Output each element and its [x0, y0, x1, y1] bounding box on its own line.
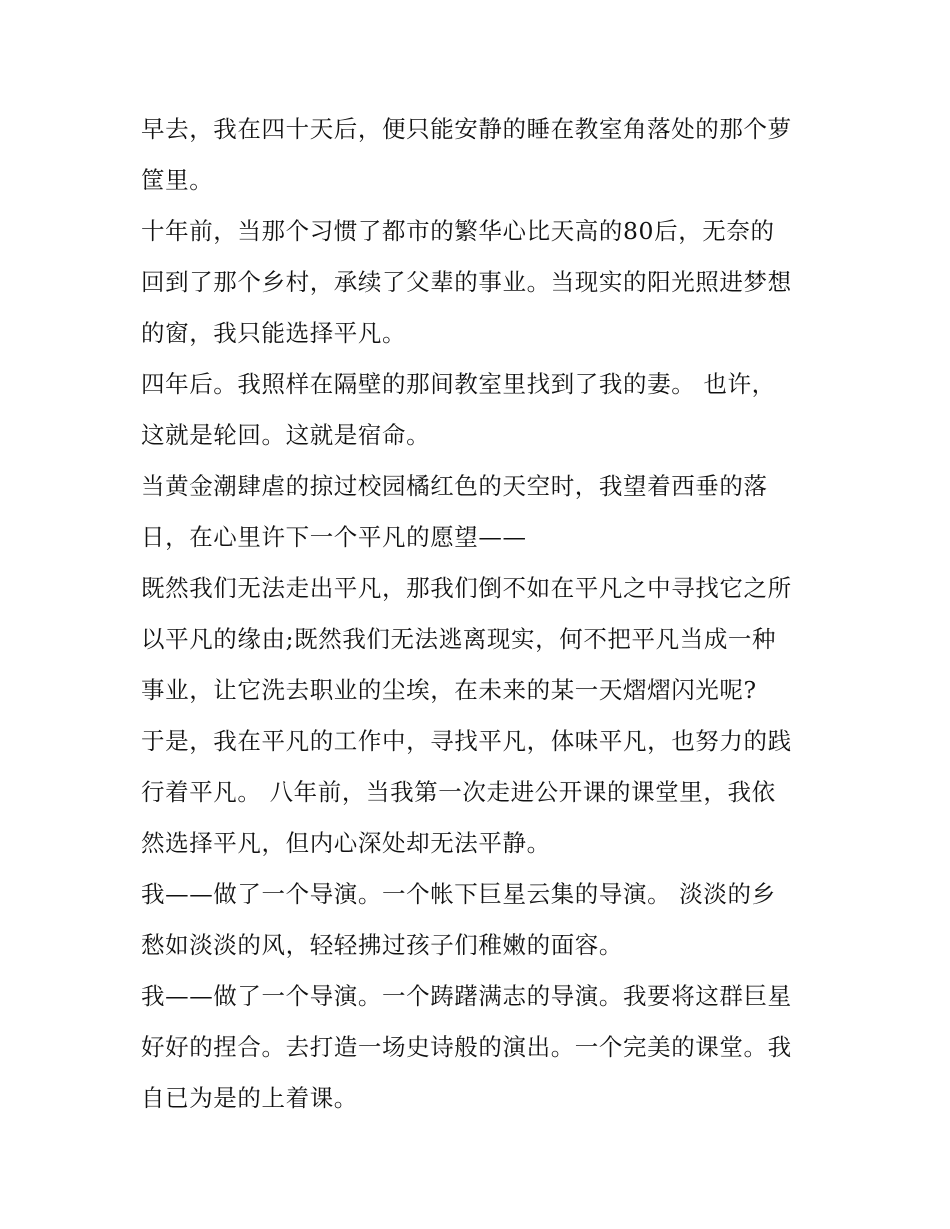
text-line: 行着平凡。 八年前，当我第一次走进公开课的课堂里，我依 — [141, 778, 776, 806]
text-line: 以平凡的缘由;既然我们无法逃离现实，何不把平凡当成一种 — [141, 625, 777, 653]
text-line: 事业，让它洗去职业的尘埃，在未来的某一天熠熠闪光呢? — [141, 676, 757, 704]
text-line: 筐里。 — [141, 166, 214, 194]
text-line: 四年后。我照样在隔壁的那间教室里找到了我的妻。 也许， — [141, 370, 776, 398]
text-line: 我——做了一个导演。一个帐下巨星云集的导演。 淡淡的乡 — [141, 880, 776, 908]
text-line: 于是，我在平凡的工作中，寻找平凡，体味平凡，也努力的践 — [141, 727, 792, 755]
text-line: 既然我们无法走出平凡，那我们倒不如在平凡之中寻找它之所 — [141, 574, 792, 602]
text-line: 的窗，我只能选择平凡。 — [141, 319, 407, 347]
document-body — [141, 104, 821, 1124]
text-line: 十年前，当那个习惯了都市的繁华心比天高的80后，无奈的 — [141, 217, 775, 245]
text-line: 我——做了一个导演。一个踌躇满志的导演。我要将这群巨星 — [141, 982, 792, 1010]
text-line: 愁如淡淡的风，轻轻拂过孩子们稚嫩的面容。 — [141, 931, 623, 959]
text-line: 然选择平凡，但内心深处却无法平静。 — [141, 829, 551, 857]
text-line: 早去，我在四十天后，便只能安静的睡在教室角落处的那个萝 — [141, 115, 792, 143]
text-line: 回到了那个乡村，承续了父辈的事业。当现实的阳光照进梦想 — [141, 268, 792, 296]
text-line: 自已为是的上着课。 — [141, 1084, 358, 1112]
text-line: 日，在心里许下一个平凡的愿望—— — [141, 523, 527, 551]
text-line: 这就是轮回。这就是宿命。 — [141, 421, 431, 449]
text-line: 好好的捏合。去打造一场史诗般的演出。一个完美的课堂。我 — [141, 1033, 792, 1061]
text-line: 当黄金潮肆虐的掠过校园橘红色的天空时，我望着西垂的落 — [141, 472, 768, 500]
